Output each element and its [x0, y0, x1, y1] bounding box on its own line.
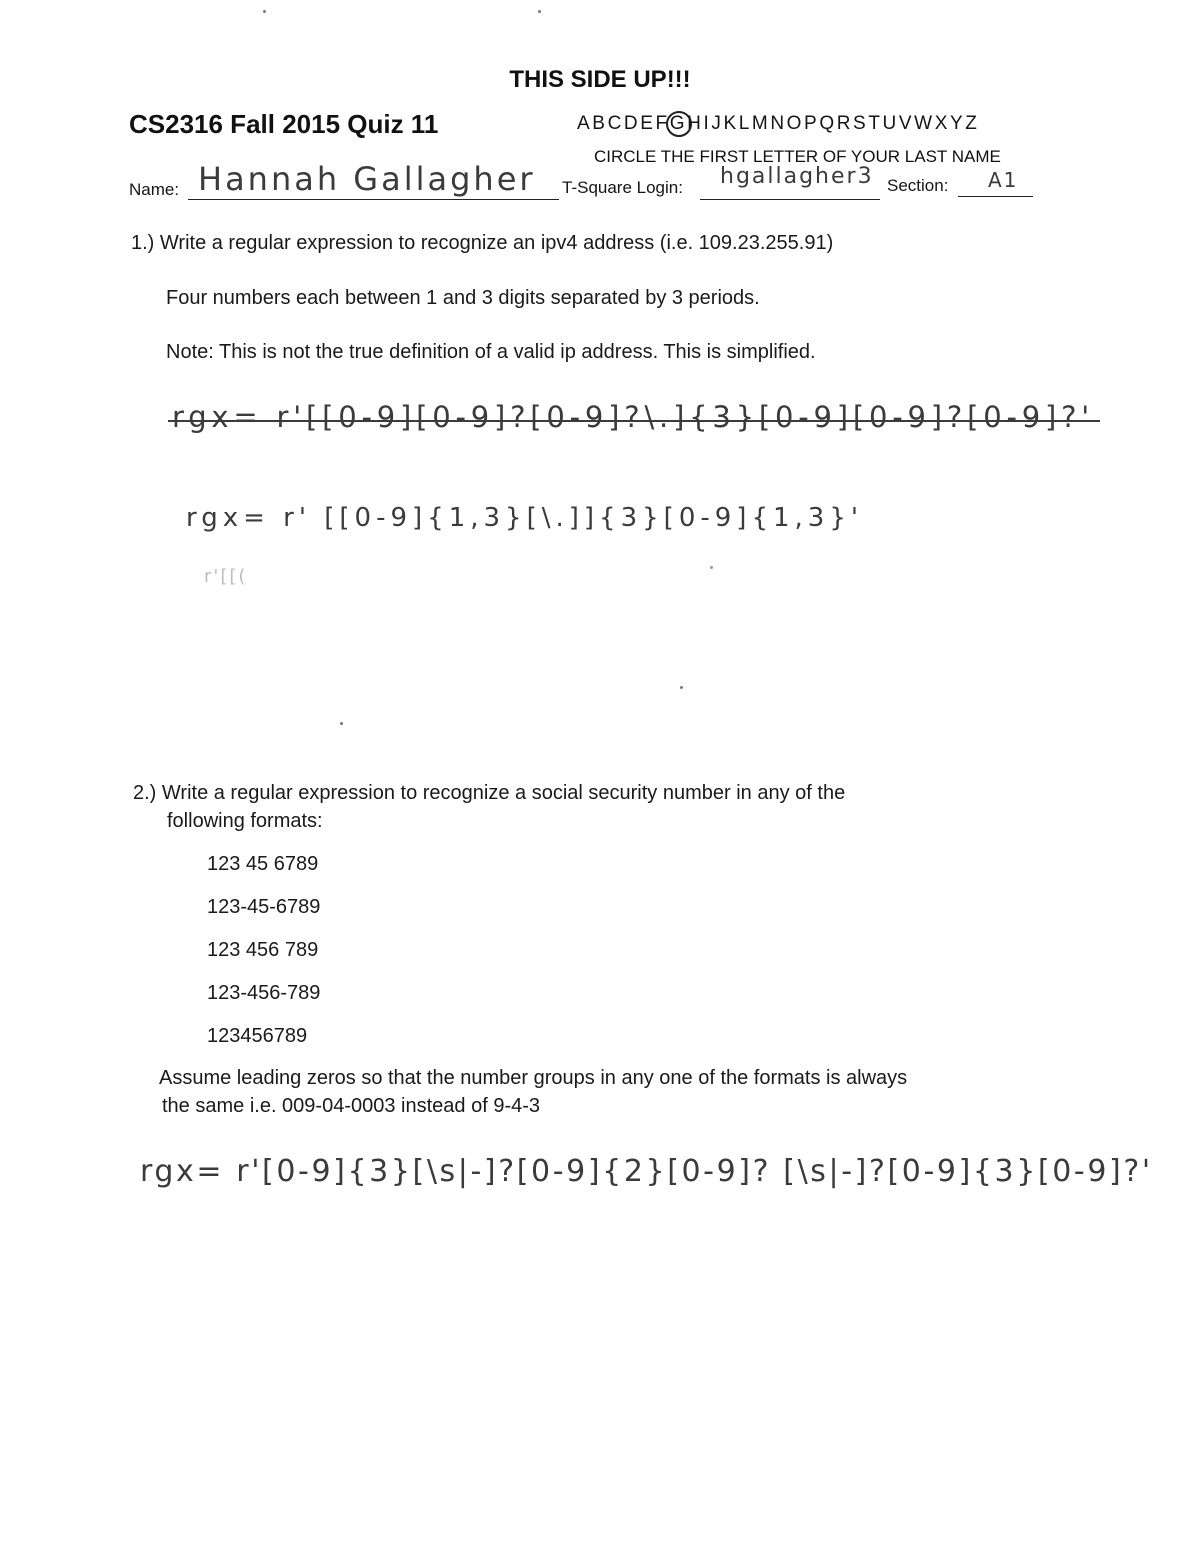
ssn-format-4: 123-456-789 [207, 982, 321, 1004]
question2-prompt-continued: following formats: [167, 810, 323, 832]
ssn-format-3: 123 456 789 [207, 939, 319, 961]
alphabet-letter: D [623, 113, 641, 134]
alphabet-letter: A [577, 113, 593, 134]
scan-speck [680, 686, 683, 689]
alphabet-letter: U [882, 113, 899, 134]
alphabet-letter: Z [965, 113, 980, 134]
alphabet-letter: L [738, 113, 752, 134]
question2-prompt: 2.) Write a regular expression to recognize a social security number in any of the [133, 782, 846, 804]
section-label: Section: [887, 176, 949, 195]
login-value: hgallagher3 [720, 164, 874, 189]
alphabet-letter: T [868, 113, 883, 134]
scan-speck [340, 722, 343, 725]
alphabet-letter: M [751, 113, 771, 134]
alphabet-letter: X [934, 113, 950, 134]
orientation-notice: THIS SIDE UP!!! [509, 66, 691, 93]
question2-answer: rgx= r'[0-9]{3}[\s|-]?[0-9]{2}[0-9]? [\s|-]?[0-9]{3}[0-9]?' [140, 1154, 1153, 1189]
ssn-format-5: 123456789 [207, 1025, 308, 1047]
question1-note: Note: This is not the true definition of a valid ip address. This is simplified. [166, 341, 816, 363]
alphabet-letter: N [770, 113, 787, 134]
ssn-format-1: 123 45 6789 [207, 853, 319, 875]
scan-speck [710, 566, 713, 569]
question2-assumption: Assume leading zeros so that the number groups in any one of the formats is always [159, 1067, 908, 1089]
name-label: Name: [129, 180, 180, 199]
alphabet-letter: W [914, 113, 935, 134]
alphabet-letter: B [592, 113, 608, 134]
alphabet-letter: Y [949, 113, 966, 134]
circle-instruction: CIRCLE THE FIRST LETTER OF YOUR LAST NAME [594, 147, 1001, 166]
course-title: CS2316 Fall 2015 Quiz 11 [129, 109, 439, 139]
alphabet-letter: I [703, 113, 712, 134]
alphabet-letter: P [804, 113, 820, 134]
alphabet-letter: J [711, 113, 724, 134]
question1-faint-mark: r'[[( [204, 566, 248, 587]
circled-letter: G [669, 113, 688, 134]
name-value: Hannah Gallagher [198, 160, 536, 198]
question1-answer: rgx= r' [[0-9]{1,3}[\.]]{3}[0-9]{1,3}' [186, 503, 864, 533]
name-underline [188, 199, 559, 200]
question1-crossed-out-answer [172, 400, 1094, 434]
alphabet-letter: K [723, 113, 739, 134]
ssn-format-2: 123-45-6789 [207, 896, 321, 918]
question1-detail: Four numbers each between 1 and 3 digits separated by 3 periods. [166, 287, 760, 309]
alphabet-letter: S [853, 113, 869, 134]
alphabet-letter: R [836, 113, 854, 134]
alphabet-letter: O [786, 113, 805, 134]
alphabet-letter: F [655, 113, 670, 134]
alphabet-letter: Q [819, 113, 837, 134]
login-underline [700, 199, 880, 200]
login-label: T-Square Login: [562, 178, 683, 197]
alphabet-letter: V [898, 113, 915, 134]
scan-speck [263, 10, 266, 13]
strikethrough-line [168, 420, 1100, 422]
question1-prompt: 1.) Write a regular expression to recognize an ipv4 address (i.e. 109.23.255.91) [131, 232, 834, 254]
alphabet-letter: E [640, 113, 656, 134]
alphabet-letter: H [687, 113, 704, 134]
scan-speck [538, 10, 541, 13]
alphabet-letter: C [607, 113, 624, 134]
question2-assumption-continued: the same i.e. 009-04-0003 instead of 9-4-3 [162, 1095, 541, 1117]
crossed-out-answer-text: rgx= r'[[0-9][0-9]?[0-9]?\.]{3}[0-9][0-9]?[0-9]?' [172, 400, 1095, 434]
last-initial-alphabet [577, 113, 979, 135]
section-underline [958, 196, 1033, 197]
section-value: A1 [988, 168, 1019, 192]
